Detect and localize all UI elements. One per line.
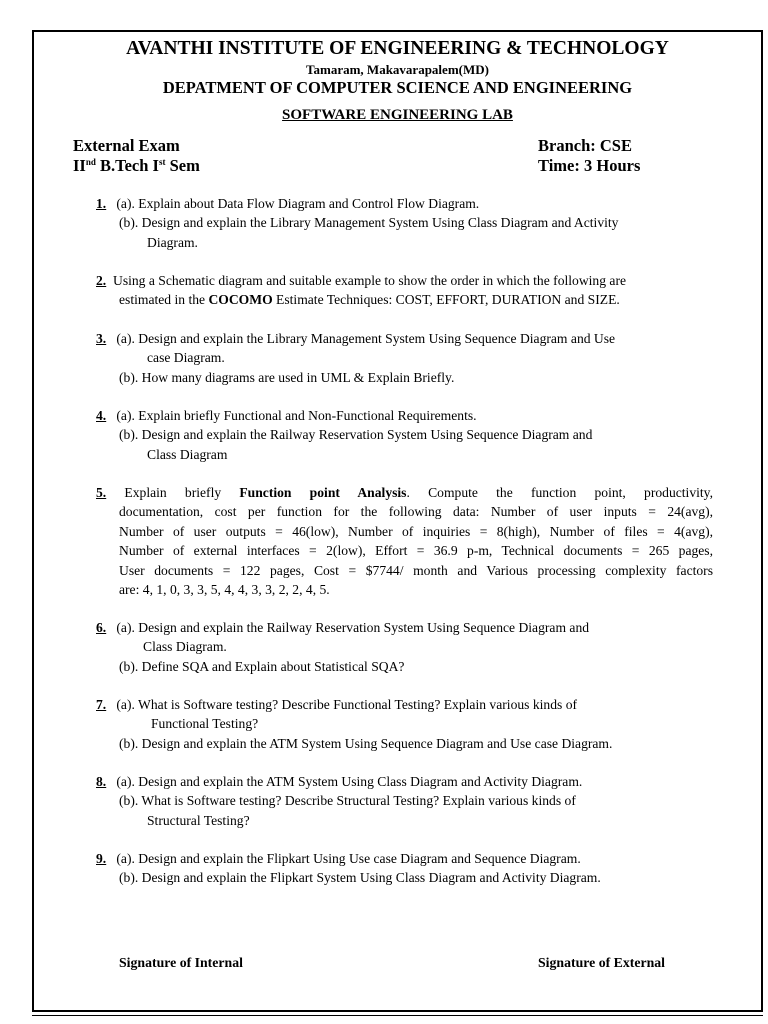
department-title: DEPATMENT OF COMPUTER SCIENCE AND ENGINEERING	[162, 78, 633, 97]
question-number: 2.	[96, 273, 107, 288]
question-9: 9. (a). Design and explain the Flipkart Using Use case Diagram and Sequence Diagram. (b). Design and explain the Flipkart System Using Class Diagram and Activity Diagram.	[96, 851, 601, 886]
institute-address: Tamaram, Makavarapalem(MD)	[306, 62, 489, 77]
question-number: 9.	[96, 851, 107, 866]
question-4: 4. (a). Explain briefly Functional and Non-Functional Requirements. (b). Design and explain the Railway Reservation System Using Sequence Diagram and Class Diagram	[96, 408, 593, 462]
branch: Branch: CSE	[538, 136, 632, 155]
question-number: 1.	[96, 196, 107, 211]
question-number: 3.	[96, 331, 107, 346]
question-6: 6. (a). Design and explain the Railway Reservation System Using Sequence Diagram and Class Diagram. (b). Define SQA and Explain about Statistical SQA?	[96, 620, 590, 674]
question-2: 2. Using a Schematic diagram and suitable example to show the order in which the following are estimated in the COCOMO Estimate Techniques: COST, EFFORT, DURATION and SIZE.	[96, 273, 627, 308]
exam-type: External Exam	[73, 136, 180, 155]
question-number: 5.	[96, 485, 107, 500]
question-number: 7.	[96, 697, 107, 712]
page-bottom-rule	[32, 1015, 763, 1016]
year-semester: IInd B.Tech Ist Sem	[73, 156, 200, 175]
question-8: 8. (a). Design and explain the ATM System Using Class Diagram and Activity Diagram. (b). What is Software testing? Describe Structural Testing? Explain various kinds of Structural Testing?	[96, 774, 583, 828]
signature-internal: Signature of Internal	[119, 955, 243, 970]
question-number: 6.	[96, 620, 107, 635]
lab-title: SOFTWARE ENGINEERING LAB	[282, 107, 513, 123]
exam-time: Time: 3 Hours	[538, 156, 641, 175]
question-5: 5. Explain briefly Function point Analysis. Compute the function point, productivity, documentation, cost per function for the following data: Number of user inputs = 24(avg), Number of user outputs = 46(low), Number of inquiries = 8(high), Number of files = 4(avg), Number of external interfaces = 2(low), Effort = 36.9 p-m, Technical documents = 265 pages, User documents = 122 pages, Cost = $7744/ month and Various processing complexity factors are: 4, 1, 0, 3, 3, 5, 4, 4, 3, 3, 2, 2, 4, 5.	[96, 485, 713, 598]
question-7: 7. (a). What is Software testing? Describe Functional Testing? Explain various kinds of Functional Testing? (b). Design and explain the ATM System Using Sequence Diagram and Use case Diagram.	[96, 697, 613, 751]
institute-title: AVANTHI INSTITUTE OF ENGINEERING & TECHNOLOGY	[126, 38, 669, 59]
question-1: 1. (a). Explain about Data Flow Diagram and Control Flow Diagram. (b). Design and explain the Library Management System Using Class Diagram and Activity Diagram.	[96, 196, 619, 250]
question-number: 8.	[96, 774, 107, 789]
signature-external: Signature of External	[538, 955, 665, 970]
question-3: 3. (a). Design and explain the Library Management System Using Sequence Diagram and Use case Diagram. (b). How many diagrams are used in UML & Explain Briefly.	[96, 331, 616, 385]
question-number: 4.	[96, 408, 107, 423]
